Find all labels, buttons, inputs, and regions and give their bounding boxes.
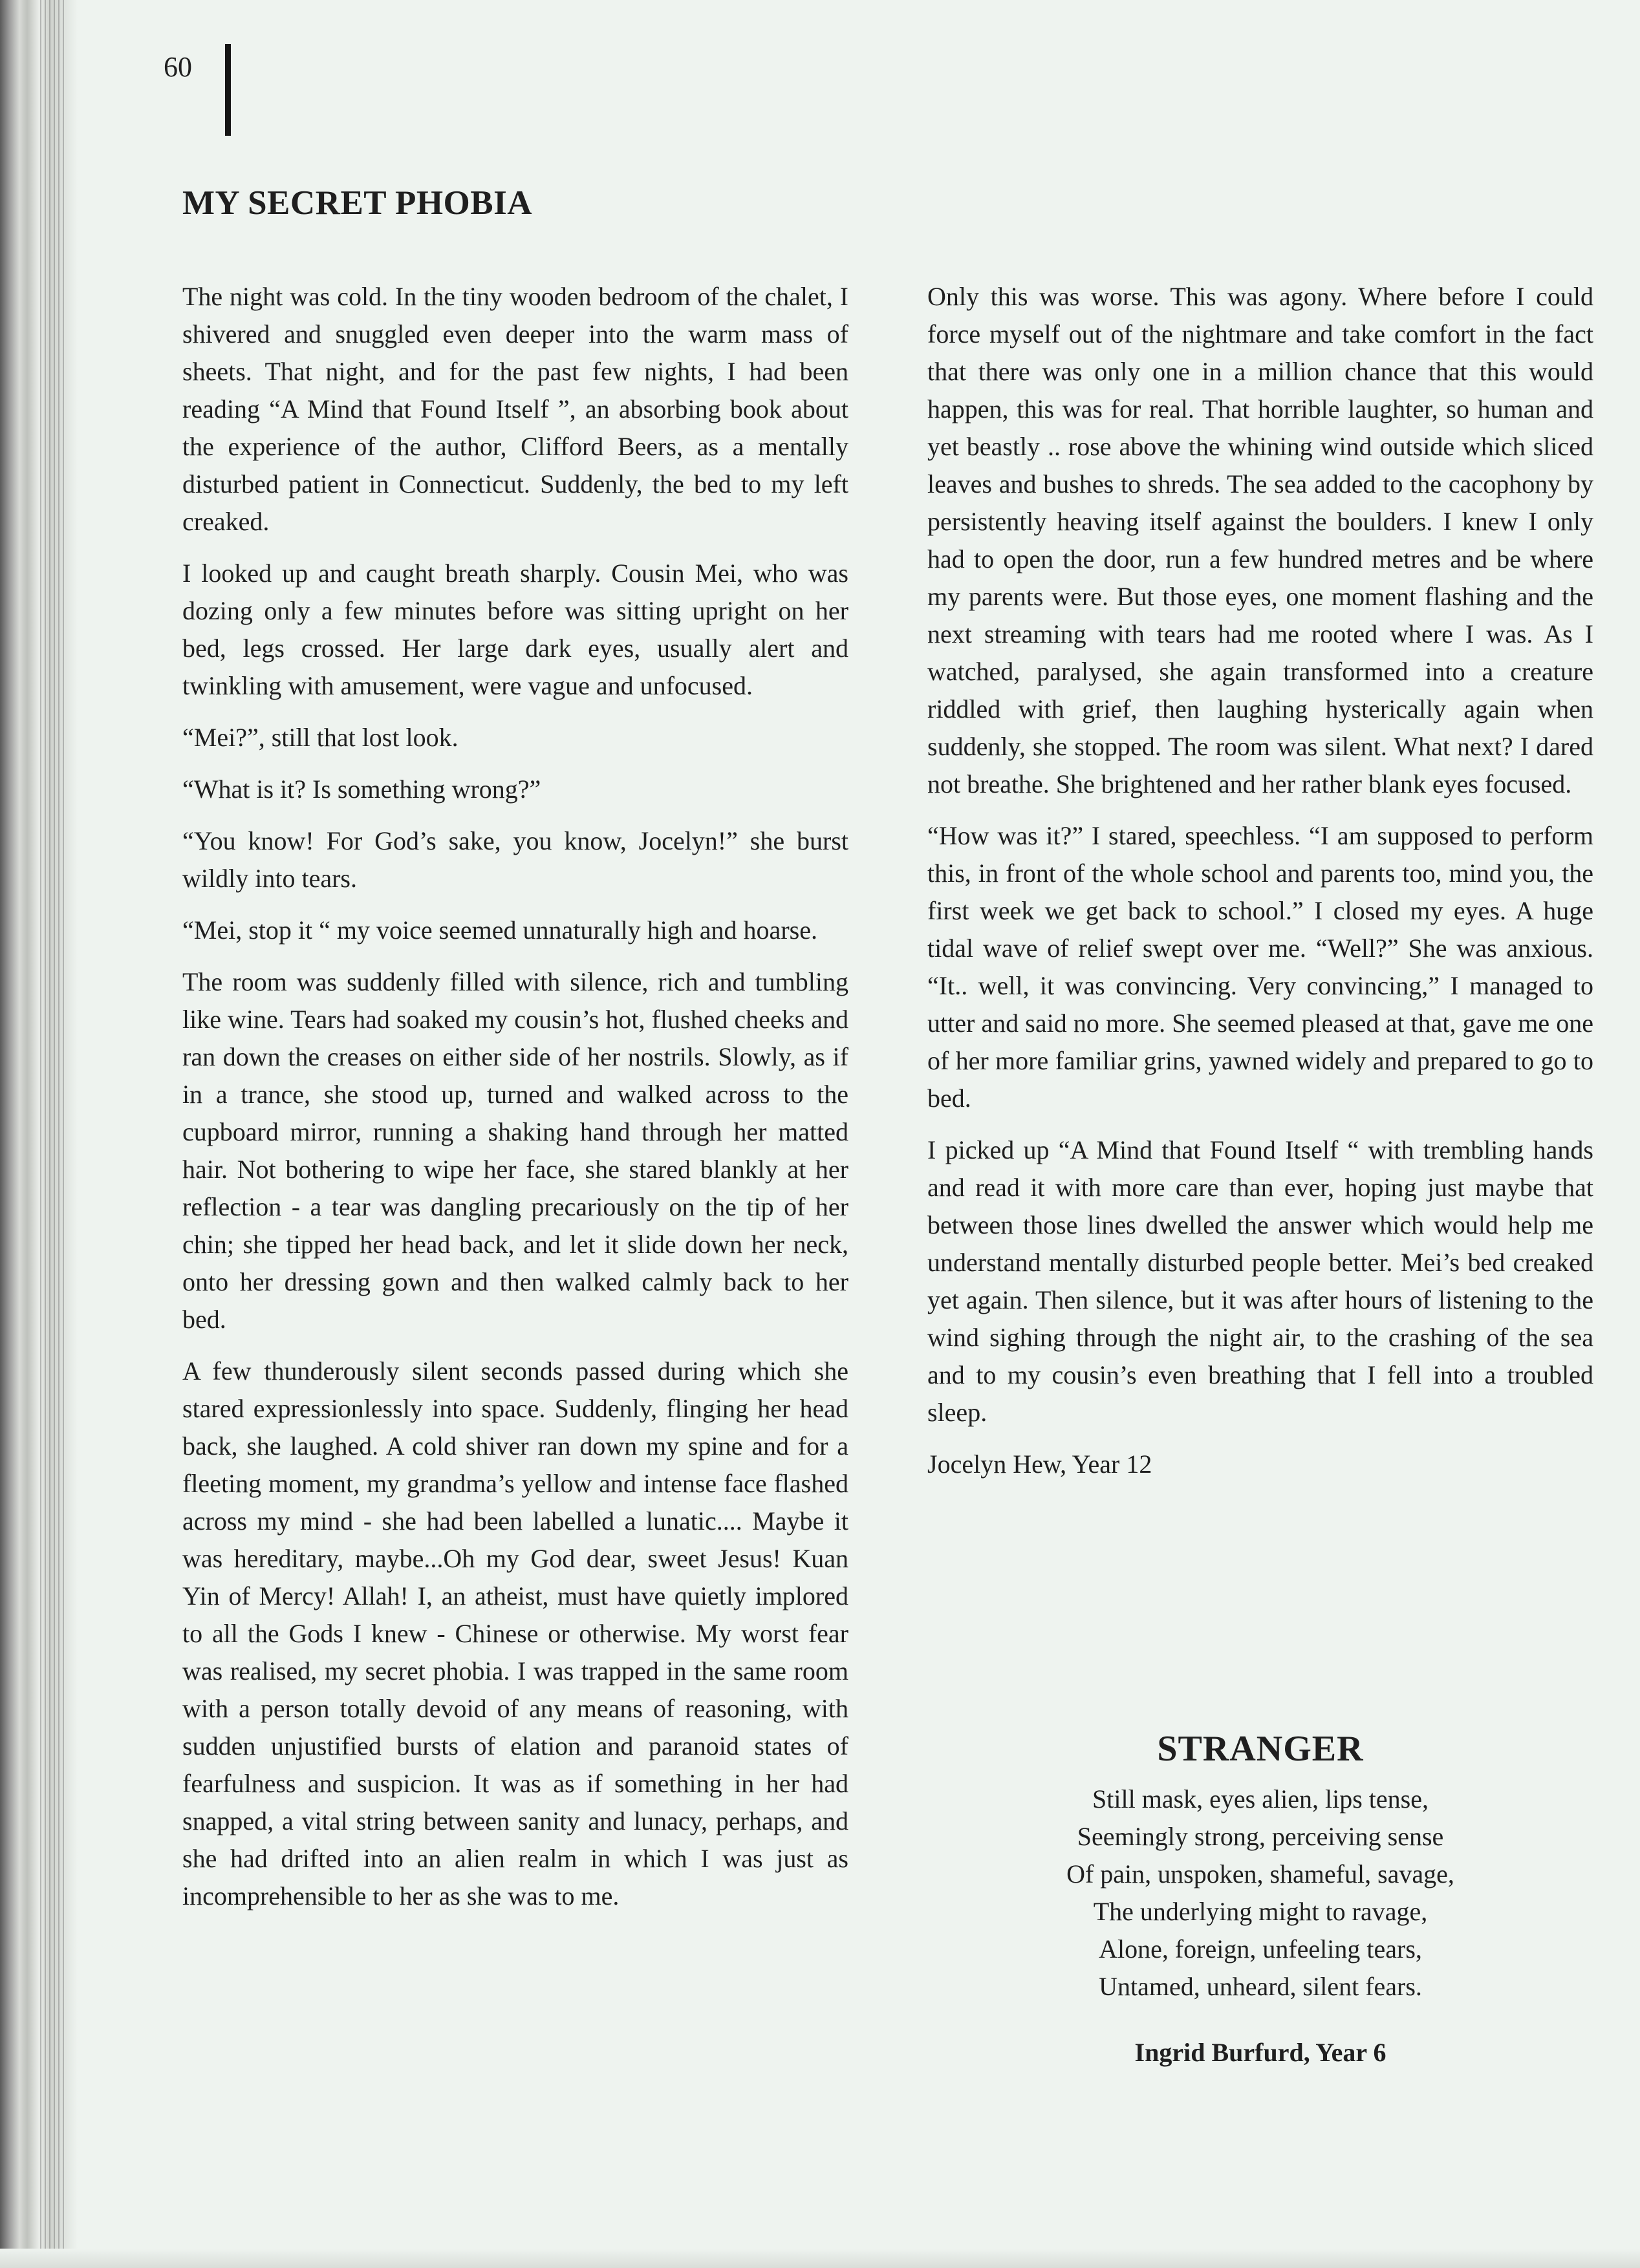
poem-line: Of pain, unspoken, shameful, savage,	[1066, 1859, 1454, 1888]
article-column-left	[182, 278, 848, 1929]
article-paragraph: “How was it?” I stared, speechless. “I am supposed to perform this, in front of the whole school and parents too, mind you, the first week we get back to school.” I closed my eyes. A huge tidal wave of relief swept over me. “Well?” She was anxious. “It.. well, it was convincing. Very convincing,” I managed to utter and said no more. She seemed pleased at that, gave me one of her more familiar grins, yawned widely and prepared to go to bed.	[927, 821, 1593, 1113]
page-stack-edge	[40, 0, 66, 2268]
page-number-rule	[225, 44, 231, 136]
poem-line: Still mask, eyes alien, lips tense,	[1092, 1784, 1429, 1813]
poem-line: Alone, foreign, unfeeling tears,	[1099, 1934, 1422, 1963]
article-column-right	[927, 278, 1593, 1497]
book-binding-edge	[0, 0, 78, 2268]
poem	[927, 1726, 1593, 2071]
poem-line: The underlying might to ravage,	[1093, 1897, 1428, 1926]
poem-author: Ingrid Burfurd, Year 6	[1134, 2038, 1386, 2067]
article-paragraph: “Mei, stop it “ my voice seemed unnaturally high and hoarse.	[182, 915, 817, 945]
article-paragraph: A few thunderously silent seconds passed during which she stared expressionlessly into space. Suddenly, flinging her head back, she laughed. A cold shiver ran down my spine and for a fleeting moment, my grandma’s yellow and intense face flashed across my mind - she had been labelled a lunatic.... Maybe it was hereditary, maybe...Oh my God dear, sweet Jesus! Kuan Yin of Mercy! Allah! I, an atheist, must have quietly implored to all the Gods I knew - Chinese or otherwise. My worst fear was realised, my secret phobia. I was trapped in the same room with a person totally devoid of any means of reasoning, with sudden unjustified bursts of elation and paranoid states of fearfulness and suspicion. It was as if something in her had snapped, a vital string between sanity and lunacy, perhaps, and she had drifted into an alien realm in which I was just as incomprehensible to her as she was to me.	[182, 1356, 848, 1910]
article-paragraph: “Mei?”, still that lost look.	[182, 723, 459, 752]
poem-line: Seemingly strong, perceiving sense	[1077, 1822, 1444, 1851]
poem-title: STRANGER	[1157, 1729, 1364, 1769]
poem-line: Untamed, unheard, silent fears.	[1099, 1972, 1422, 2001]
article-title: MY SECRET PHOBIA	[182, 184, 533, 222]
page-number: 60	[164, 51, 192, 83]
article-author: Jocelyn Hew, Year 12	[927, 1450, 1152, 1479]
article-paragraph: The night was cold. In the tiny wooden bedroom of the chalet, I shivered and snuggled even deeper into the warm mass of sheets. That night, and for the past few nights, I had been reading “A Mind that Found Itself ”, an absorbing book about the experience of the author, Clifford Beers, as a mentally disturbed patient in Connecticut. Suddenly, the bed to my left creaked.	[182, 282, 848, 536]
article-paragraph: “You know! For God’s sake, you know, Jocelyn!” she burst wildly into tears.	[182, 826, 848, 893]
article-paragraph: I picked up “A Mind that Found Itself “ with trembling hands and read it with more care than ever, hoping just maybe that between those lines dwelled the answer which would help me understand mentally disturbed people better. Mei’s bed creaked yet again. Then silence, but it was after hours of listening to the wind sighing through the night air, to the crashing of the sea and to my cousin’s even breathing that I fell into a troubled sleep.	[927, 1135, 1593, 1427]
page-bottom-edge	[0, 2249, 1640, 2268]
article-paragraph: The room was suddenly filled with silence, rich and tumbling like wine. Tears had soaked my cousin’s hot, flushed cheeks and ran down the creases on either side of her nostrils. Slowly, as if in a trance, she stood up, turned and walked across to the cupboard mirror, running a shaking hand through her matted hair. Not bothering to wipe her face, she stared blankly at her reflection - a tear was dangling precariously on the tip of her chin; she tipped her head back, and let it slide down her neck, onto her dressing gown and then walked calmly back to her bed.	[182, 967, 848, 1334]
article-paragraph: “What is it? Is something wrong?”	[182, 775, 541, 804]
article-paragraph: Only this was worse. This was agony. Where before I could force myself out of the nightmare and take comfort in the fact that there was only one in a million chance that this would happen, this was for real. That horrible laughter, so human and yet beastly .. rose above the whining wind outside which sliced leaves and bushes to shreds. The sea added to the cacophony by persistently heaving itself against the boulders. I knew I only had to open the door, run a few hundred metres and be where my parents were. But those eyes, one moment flashing and the next streaming with tears had me rooted where I was. As I watched, paralysed, she again transformed into a creature riddled with grief, then laughing hysterically again when suddenly, she stopped. The room was silent. What next? I dared not breathe. She brightened and her rather blank eyes focused.	[927, 282, 1593, 798]
article-paragraph: I looked up and caught breath sharply. Cousin Mei, who was dozing only a few minutes before was sitting upright on her bed, legs crossed. Her large dark eyes, usually alert and twinkling with amusement, were vague and unfocused.	[182, 559, 848, 700]
